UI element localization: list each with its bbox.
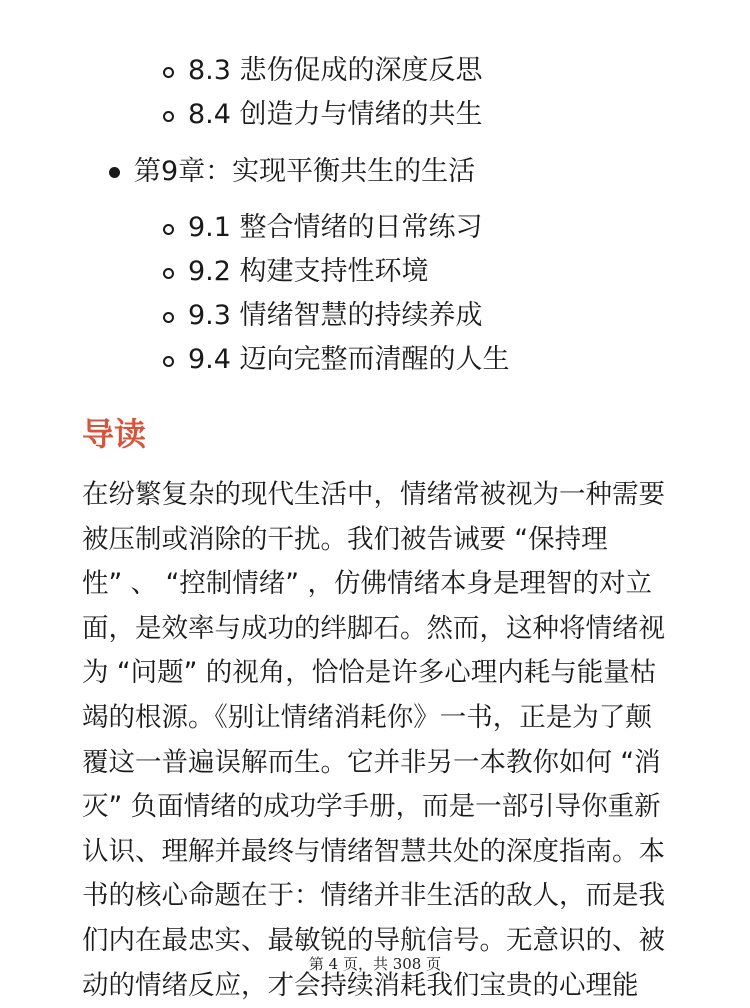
hollow-bullet-icon <box>163 224 174 235</box>
hollow-bullet-icon <box>163 268 174 279</box>
paragraph-line: 面，是效率与成功的绊脚石。然而，这种将情绪视 <box>82 612 665 644</box>
paragraph-line: 覆这一普遍误解而生。它并非另一本教你如何 “消 <box>82 746 661 778</box>
paragraph-line: 动的情绪反应，才会持续消耗我们宝贵的心理能 <box>82 969 639 1001</box>
page-number-footer: 第 4 页，共 308 页 <box>308 955 442 973</box>
toc-item-9-4: 9.4 迈向完整而清醒的人生 <box>188 344 510 375</box>
paragraph-line: 竭的根源。《别让情绪消耗你》一书，正是为了颠 <box>82 701 652 733</box>
toc-item-9-3: 9.3 情绪智慧的持续养成 <box>188 300 483 331</box>
hollow-bullet-icon <box>163 111 174 122</box>
section-heading: 导读 <box>82 415 147 453</box>
paragraph-line: 性” 、 “控制情绪” ，仿佛情绪本身是理智的对立 <box>82 568 652 600</box>
hollow-bullet-icon <box>163 67 174 78</box>
paragraph-line: 为 “问题” 的视角，恰恰是许多心理内耗与能量枯 <box>82 657 657 689</box>
toc-item-8-3: 8.3 悲伤促成的深度反思 <box>188 55 483 86</box>
hollow-bullet-icon <box>163 312 174 323</box>
paragraph-line: 们内在最忠实、最敏锐的导航信号。无意识的、被 <box>82 924 665 956</box>
paragraph-line: 在纷繁复杂的现代生活中，情绪常被视为一种需要 <box>82 479 665 510</box>
toc-item-9-1: 9.1 整合情绪的日常练习 <box>188 212 483 243</box>
solid-bullet-icon <box>109 167 120 178</box>
intro-paragraph <box>82 473 668 1008</box>
paragraph-line: 认识、理解并最终与情绪智慧共处的深度指南。本 <box>82 835 665 867</box>
toc-item-9-2: 9.2 构建支持性环境 <box>188 256 429 287</box>
hollow-bullet-icon <box>163 356 174 367</box>
paragraph-line: 灭” 负面情绪的成功学手册，而是一部引导你重新 <box>82 791 661 823</box>
paragraph-line: 书的核心命题在于：情绪并非生活的敌人，而是我 <box>82 880 665 912</box>
paragraph-line: 被压制或消除的干扰。我们被告诫要 “保持理 <box>82 523 608 555</box>
toc-chapter-9: 第9章：实现平衡共生的生活 <box>134 156 476 187</box>
toc-item-8-4: 8.4 创造力与情绪的共生 <box>188 99 483 130</box>
